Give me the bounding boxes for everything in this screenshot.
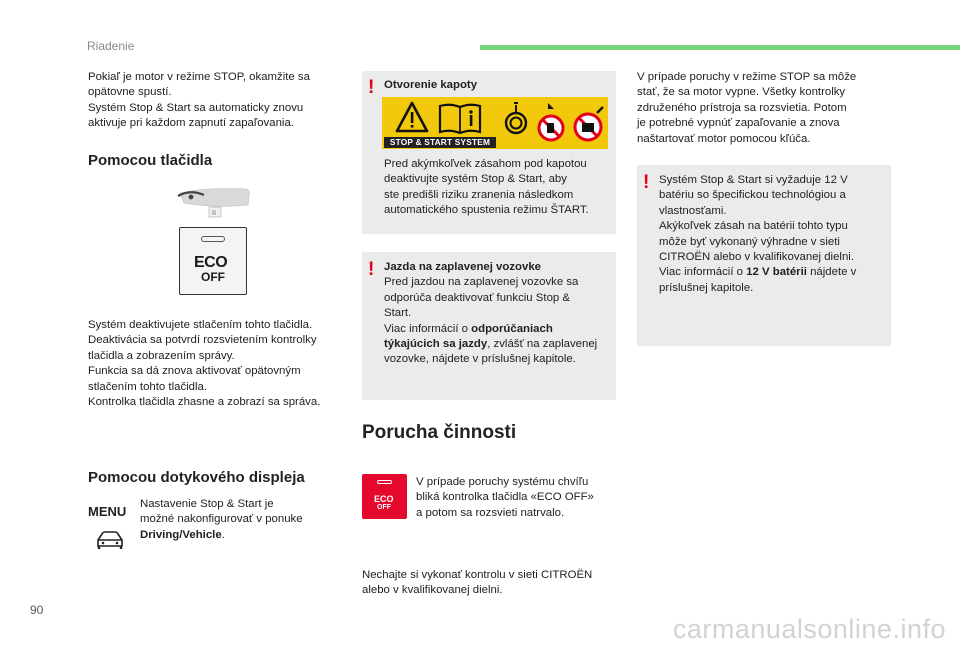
off-label: OFF [201,270,225,284]
eco-off-button[interactable] [179,227,247,295]
page-number: 90 [30,603,44,617]
eco-off-indicator [362,474,407,519]
hood-text: Pred akýmkoľvek zásahom pod kapotou deaktivujte systém Stop & Start, aby ste predišli riziku zranenia následkom automatického spustenia režimu ŠTART. [384,158,589,217]
touch-description: Nastavenie Stop & Start je možné nakonfigurovať v ponuke Driving/Vehicle. [140,498,303,541]
hood-title: Otvorenie kapoty [384,79,478,91]
dashboard-illustration-icon [176,183,252,221]
battery-text: Systém Stop & Start si vyžaduje 12 V batériu so špecifickou technológiou a vlastnosťami. Akýkoľvek zásah na batérii tohto typu môže byť vykonaný výhradne v sieti CITROËN alebo v kvalifikovanej dielni. Viac informácií o 12 V batérii nájdete v príslušnej kapitole. [659,174,857,294]
watermark: carmanualsonline.info [672,614,946,644]
stop-start-label: STOP & START SYSTEM [384,137,496,148]
indicator-slot [201,236,225,242]
warning-mark: ! [368,77,375,98]
chapter-bar [480,45,960,50]
button-heading: Pomocou tlačidla [88,152,213,169]
warning-mark: ! [643,172,650,193]
fault-heading: Porucha činnosti [362,422,517,443]
off-label: OFF [377,504,391,511]
car-icon [95,529,125,551]
menu-label: MENU [88,504,127,519]
left-intro: Pokiaľ je motor v režime STOP, okamžite sa opätovne spustí. Systém Stop & Start sa automaticky znovu aktivuje pri každom zapnutí zapaľovania. [88,71,310,130]
no-hands-symbols-icon [502,99,606,147]
warning-mark: ! [368,259,375,280]
eco-label: ECO [374,494,394,504]
chapter-title: Riadenie [87,39,135,53]
right-intro: V prípade poruchy v režime STOP sa môže stať, že sa motor vypne. Všetky kontrolky združeného prístroja sa rozsvietia. Potom je potrebné vypnúť zapaľovanie a znova naštartovať motor pomocou kľúča. [637,71,857,145]
warning-symbols-icon [394,100,494,136]
fault-text: V prípade poruchy systému chvíľu bliká kontrolka tlačidla «ECO OFF» a potom sa rozsvieti natrvalo. [416,476,594,519]
indicator-slot [377,480,392,484]
service-text: Nechajte si vykonať kontrolu v sieti CITROËN alebo v kvalifikovanej dielni. [362,569,593,597]
button-description: Systém deaktivujete stlačením tohto tlačidla. Deaktivácia sa potvrdí rozsvietením kontrolky tlačidla a zobrazením správy. Funkcia sa dá znova aktivovať opätovným stlačením tohto tlačidla. Kontrolka tlačidla zhasne a zobrazí sa správa. [88,319,321,409]
flood-text: Jazda na zaplavenej vozovke Pred jazdou na zaplavenej vozovke sa odporúča deaktivovať funkciu Stop & Start. Viac informácií o odporúčaniach týkajúcich sa jazdy, zvlášť na zaplavenej vozovke, nájdete v príslušnej kapitole. [384,261,598,366]
eco-label: ECO [194,254,228,271]
touch-heading: Pomocou dotykového displeja [88,469,305,486]
